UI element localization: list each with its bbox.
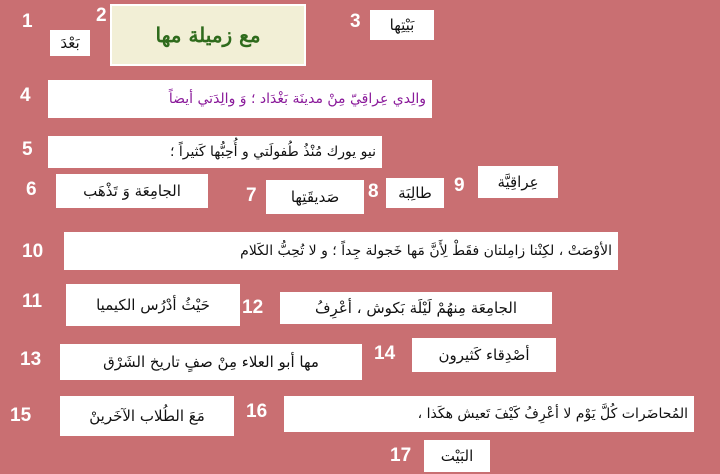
item-number-11: 11 [22, 291, 43, 312]
answer-box-8: طالِبَة [386, 178, 444, 208]
answer-box-17: البَيْت [424, 440, 490, 472]
answer-box-3: بَيْتِها [370, 10, 434, 40]
answer-box-11: حَيْثُ أدْرُس الكيميا [66, 284, 240, 326]
answer-box-7: صَديقَتِها [266, 180, 364, 214]
answer-box-5: نيو يورك مُنْذُ طُفولَتي و أُحِبُّها كَثيراً ؛ [48, 136, 382, 168]
item-number-2: 2 [96, 5, 107, 26]
item-number-10: 10 [22, 241, 44, 262]
item-number-3: 3 [350, 11, 361, 32]
answer-box-14: أصْدِقاء كَثيرون [412, 338, 556, 372]
item-number-16: 16 [246, 401, 268, 422]
item-number-4: 4 [20, 85, 31, 106]
item-number-5: 5 [22, 139, 33, 160]
title-box: مع زميلة مها [110, 4, 306, 66]
item-number-12: 12 [242, 297, 264, 318]
answer-box-15: مَعَ الطُلاب الآخَرينْ [60, 396, 234, 436]
answer-box-10: الأوْصَتْ ، لكِنْنا زامِلتان فقَطْ لِأَنَّ مَها خَجولة جِداً ؛ و لا تُحِبُّ الكَلام [64, 232, 618, 270]
answer-box-16: المُحاضَرات كُلَّ يَوْم لا أعْرِفُ كَيْفَ تَعيش هكَذا ، [284, 396, 694, 432]
answer-box-9: عِراقِيَّة [478, 166, 558, 198]
answer-box-12: الجامِعَة مِنهُمْ لَيْلَة بَكوش ، أعْرِفُ [280, 292, 552, 324]
item-number-6: 6 [26, 179, 37, 200]
answer-box-1: بَعْدَ [50, 30, 90, 56]
item-number-7: 7 [246, 185, 257, 206]
answer-box-13: مها أبو العلاء مِنْ صفٍ تاريخ الشَرْق [60, 344, 362, 380]
item-number-9: 9 [454, 175, 465, 196]
item-number-15: 15 [10, 405, 32, 426]
item-number-17: 17 [390, 445, 412, 466]
answer-box-4: والِدي عِراقِيّ مِنْ مدينَة بَغْدَاد ؛ وَ والِدَتي أيضاً [48, 80, 432, 118]
item-number-8: 8 [368, 181, 379, 202]
item-number-14: 14 [374, 343, 396, 364]
item-number-1: 1 [22, 11, 33, 32]
item-number-13: 13 [20, 349, 42, 370]
answer-box-6: الجامِعَة وَ تَذْهَب [56, 174, 208, 208]
